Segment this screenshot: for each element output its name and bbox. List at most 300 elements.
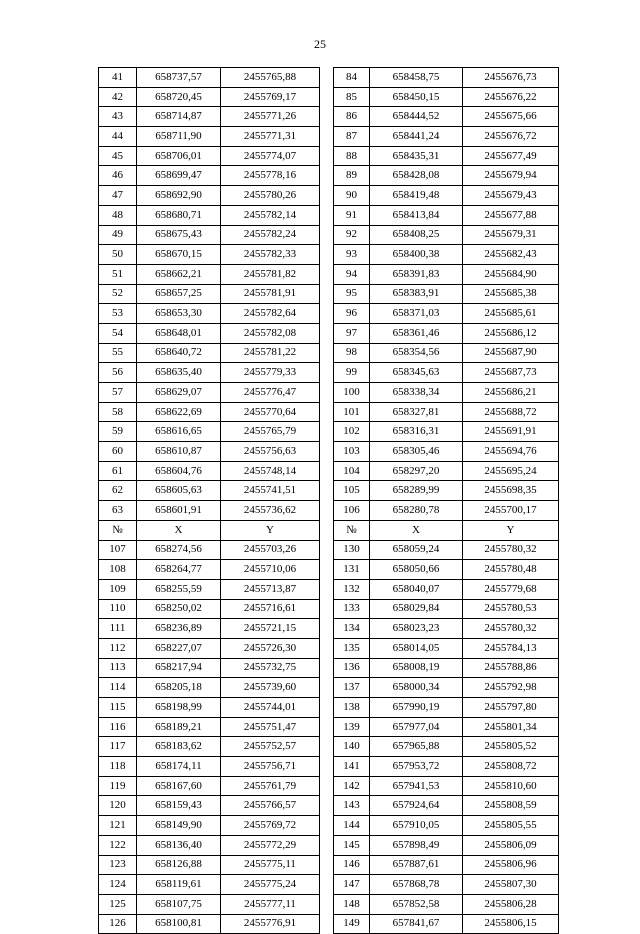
x-coordinate-cell: 658648,01 bbox=[137, 323, 221, 343]
y-coordinate-cell: 2455761,79 bbox=[221, 776, 320, 796]
table-row bbox=[99, 560, 559, 580]
point-number-cell: 97 bbox=[334, 323, 370, 343]
y-coordinate-cell: 2455686,12 bbox=[463, 323, 559, 343]
y-coordinate-cell: 2455677,88 bbox=[463, 205, 559, 225]
point-number-cell: 42 bbox=[99, 87, 137, 107]
column-gap bbox=[320, 107, 334, 127]
table-row bbox=[99, 87, 559, 107]
table-row bbox=[99, 875, 559, 895]
column-gap bbox=[320, 127, 334, 147]
column-gap bbox=[320, 481, 334, 501]
point-number-cell: 109 bbox=[99, 579, 137, 599]
y-coordinate-cell: 2455684,90 bbox=[463, 264, 559, 284]
x-coordinate-cell: 658183,62 bbox=[137, 737, 221, 757]
point-number-cell: 51 bbox=[99, 264, 137, 284]
point-number-cell: 84 bbox=[334, 68, 370, 88]
coordinates-table-body bbox=[99, 68, 559, 934]
x-coordinate-cell: 657977,04 bbox=[370, 717, 463, 737]
point-number-cell: 147 bbox=[334, 875, 370, 895]
point-number-cell: 50 bbox=[99, 245, 137, 265]
point-number-cell: 116 bbox=[99, 717, 137, 737]
x-coordinate-cell: 658345,63 bbox=[370, 363, 463, 383]
column-gap bbox=[320, 68, 334, 88]
x-coordinate-cell: 658274,56 bbox=[137, 540, 221, 560]
y-coordinate-cell: 2455765,88 bbox=[221, 68, 320, 88]
point-number-cell: 111 bbox=[99, 619, 137, 639]
x-coordinate-cell: 658635,40 bbox=[137, 363, 221, 383]
column-gap bbox=[320, 87, 334, 107]
coordinates-table bbox=[98, 67, 559, 934]
point-number-cell: 122 bbox=[99, 835, 137, 855]
x-coordinate-cell: 658692,90 bbox=[137, 186, 221, 206]
y-coordinate-cell: 2455772,29 bbox=[221, 835, 320, 855]
point-number-cell: 59 bbox=[99, 422, 137, 442]
y-coordinate-cell: 2455781,82 bbox=[221, 264, 320, 284]
table-row bbox=[99, 225, 559, 245]
point-number-cell: 130 bbox=[334, 540, 370, 560]
table-row bbox=[99, 343, 559, 363]
y-coordinate-cell: 2455781,22 bbox=[221, 343, 320, 363]
column-gap bbox=[320, 894, 334, 914]
y-coordinate-cell: 2455780,32 bbox=[463, 540, 559, 560]
y-coordinate-cell: 2455780,53 bbox=[463, 599, 559, 619]
column-gap bbox=[320, 205, 334, 225]
table-row bbox=[99, 166, 559, 186]
y-coordinate-cell: 2455716,61 bbox=[221, 599, 320, 619]
x-coordinate-cell: 658441,24 bbox=[370, 127, 463, 147]
point-number-cell: 119 bbox=[99, 776, 137, 796]
x-coordinate-cell: 658383,91 bbox=[370, 284, 463, 304]
y-coordinate-cell: 2455736,62 bbox=[221, 501, 320, 521]
x-coordinate-cell: 658305,46 bbox=[370, 442, 463, 462]
x-coordinate-cell: 658428,08 bbox=[370, 166, 463, 186]
column-gap bbox=[320, 757, 334, 777]
table-row bbox=[99, 717, 559, 737]
point-number-cell: 48 bbox=[99, 205, 137, 225]
x-coordinate-cell: 658059,24 bbox=[370, 540, 463, 560]
point-number-cell: 101 bbox=[334, 402, 370, 422]
point-number-cell: 120 bbox=[99, 796, 137, 816]
point-number-cell: 95 bbox=[334, 284, 370, 304]
y-coordinate-cell: 2455769,17 bbox=[221, 87, 320, 107]
y-coordinate-cell: 2455679,31 bbox=[463, 225, 559, 245]
y-coordinate-cell: 2455808,72 bbox=[463, 757, 559, 777]
y-coordinate-cell: 2455676,22 bbox=[463, 87, 559, 107]
table-row bbox=[99, 757, 559, 777]
x-header: X bbox=[370, 520, 463, 540]
column-gap bbox=[320, 520, 334, 540]
x-coordinate-cell: 658391,83 bbox=[370, 264, 463, 284]
point-number-cell: 135 bbox=[334, 638, 370, 658]
point-number-cell: 87 bbox=[334, 127, 370, 147]
column-gap bbox=[320, 383, 334, 403]
x-coordinate-cell: 657965,88 bbox=[370, 737, 463, 757]
y-coordinate-cell: 2455752,57 bbox=[221, 737, 320, 757]
x-coordinate-cell: 658159,43 bbox=[137, 796, 221, 816]
y-coordinate-cell: 2455682,43 bbox=[463, 245, 559, 265]
x-coordinate-cell: 658126,88 bbox=[137, 855, 221, 875]
x-coordinate-cell: 658255,59 bbox=[137, 579, 221, 599]
point-number-cell: 102 bbox=[334, 422, 370, 442]
point-number-cell: 43 bbox=[99, 107, 137, 127]
y-coordinate-cell: 2455780,48 bbox=[463, 560, 559, 580]
column-gap bbox=[320, 737, 334, 757]
y-coordinate-cell: 2455688,72 bbox=[463, 402, 559, 422]
y-coordinate-cell: 2455782,08 bbox=[221, 323, 320, 343]
column-gap bbox=[320, 678, 334, 698]
point-number-cell: 94 bbox=[334, 264, 370, 284]
table-row bbox=[99, 776, 559, 796]
y-coordinate-cell: 2455780,26 bbox=[221, 186, 320, 206]
table-row bbox=[99, 501, 559, 521]
x-coordinate-cell: 658371,03 bbox=[370, 304, 463, 324]
point-number-cell: 141 bbox=[334, 757, 370, 777]
y-coordinate-cell: 2455806,09 bbox=[463, 835, 559, 855]
column-gap bbox=[320, 835, 334, 855]
table-row bbox=[99, 205, 559, 225]
point-number-cell: 106 bbox=[334, 501, 370, 521]
table-row bbox=[99, 323, 559, 343]
point-number-cell: 60 bbox=[99, 442, 137, 462]
table-row bbox=[99, 68, 559, 88]
point-number-cell: 110 bbox=[99, 599, 137, 619]
x-coordinate-cell: 657990,19 bbox=[370, 698, 463, 718]
x-coordinate-cell: 658217,94 bbox=[137, 658, 221, 678]
column-gap bbox=[320, 225, 334, 245]
y-coordinate-cell: 2455774,07 bbox=[221, 146, 320, 166]
table-row bbox=[99, 304, 559, 324]
y-coordinate-cell: 2455777,11 bbox=[221, 894, 320, 914]
x-coordinate-cell: 658444,52 bbox=[370, 107, 463, 127]
x-coordinate-cell: 657941,53 bbox=[370, 776, 463, 796]
column-gap bbox=[320, 579, 334, 599]
table-row bbox=[99, 638, 559, 658]
y-header: Y bbox=[463, 520, 559, 540]
y-coordinate-cell: 2455739,60 bbox=[221, 678, 320, 698]
point-number-cell: 89 bbox=[334, 166, 370, 186]
point-number-cell: 91 bbox=[334, 205, 370, 225]
column-gap bbox=[320, 343, 334, 363]
table-row bbox=[99, 481, 559, 501]
point-number-cell: 57 bbox=[99, 383, 137, 403]
point-number-cell: 107 bbox=[99, 540, 137, 560]
y-coordinate-cell: 2455801,34 bbox=[463, 717, 559, 737]
x-coordinate-cell: 658699,47 bbox=[137, 166, 221, 186]
point-number-cell: 86 bbox=[334, 107, 370, 127]
x-coordinate-cell: 658107,75 bbox=[137, 894, 221, 914]
y-coordinate-cell: 2455675,66 bbox=[463, 107, 559, 127]
point-number-cell: 142 bbox=[334, 776, 370, 796]
table-row bbox=[99, 107, 559, 127]
y-coordinate-cell: 2455698,35 bbox=[463, 481, 559, 501]
column-gap bbox=[320, 284, 334, 304]
x-coordinate-cell: 658657,25 bbox=[137, 284, 221, 304]
column-gap bbox=[320, 796, 334, 816]
y-coordinate-cell: 2455694,76 bbox=[463, 442, 559, 462]
y-coordinate-cell: 2455775,24 bbox=[221, 875, 320, 895]
y-coordinate-cell: 2455770,64 bbox=[221, 402, 320, 422]
x-coordinate-cell: 657924,64 bbox=[370, 796, 463, 816]
x-coordinate-cell: 658720,45 bbox=[137, 87, 221, 107]
x-coordinate-cell: 658413,84 bbox=[370, 205, 463, 225]
table-row bbox=[99, 186, 559, 206]
column-gap bbox=[320, 264, 334, 284]
x-coordinate-cell: 658250,02 bbox=[137, 599, 221, 619]
x-coordinate-cell: 658706,01 bbox=[137, 146, 221, 166]
x-coordinate-cell: 658737,57 bbox=[137, 68, 221, 88]
y-coordinate-cell: 2455792,98 bbox=[463, 678, 559, 698]
x-coordinate-cell: 658354,56 bbox=[370, 343, 463, 363]
table-row bbox=[99, 540, 559, 560]
column-gap bbox=[320, 166, 334, 186]
point-number-cell: 56 bbox=[99, 363, 137, 383]
x-coordinate-cell: 658289,99 bbox=[370, 481, 463, 501]
point-number-cell: 41 bbox=[99, 68, 137, 88]
table-row bbox=[99, 127, 559, 147]
point-number-cell: 138 bbox=[334, 698, 370, 718]
column-gap bbox=[320, 599, 334, 619]
y-coordinate-cell: 2455721,15 bbox=[221, 619, 320, 639]
table-row bbox=[99, 442, 559, 462]
y-coordinate-cell: 2455810,60 bbox=[463, 776, 559, 796]
y-coordinate-cell: 2455726,30 bbox=[221, 638, 320, 658]
x-coordinate-cell: 658297,20 bbox=[370, 461, 463, 481]
table-row bbox=[99, 579, 559, 599]
point-number-cell: 99 bbox=[334, 363, 370, 383]
point-number-cell: 92 bbox=[334, 225, 370, 245]
y-coordinate-cell: 2455807,30 bbox=[463, 875, 559, 895]
x-coordinate-cell: 657887,61 bbox=[370, 855, 463, 875]
y-coordinate-cell: 2455776,91 bbox=[221, 914, 320, 934]
point-number-cell: 121 bbox=[99, 816, 137, 836]
point-number-cell: 131 bbox=[334, 560, 370, 580]
point-number-cell: 45 bbox=[99, 146, 137, 166]
x-coordinate-cell: 658419,48 bbox=[370, 186, 463, 206]
x-coordinate-cell: 658604,76 bbox=[137, 461, 221, 481]
column-gap bbox=[320, 245, 334, 265]
y-coordinate-cell: 2455806,28 bbox=[463, 894, 559, 914]
x-coordinate-cell: 658616,65 bbox=[137, 422, 221, 442]
x-coordinate-cell: 658622,69 bbox=[137, 402, 221, 422]
y-coordinate-cell: 2455784,13 bbox=[463, 638, 559, 658]
point-number-cell: 52 bbox=[99, 284, 137, 304]
y-coordinate-cell: 2455687,73 bbox=[463, 363, 559, 383]
x-coordinate-cell: 658008,19 bbox=[370, 658, 463, 678]
x-coordinate-cell: 657841,67 bbox=[370, 914, 463, 934]
column-gap bbox=[320, 560, 334, 580]
x-coordinate-cell: 658136,40 bbox=[137, 835, 221, 855]
y-coordinate-cell: 2455771,31 bbox=[221, 127, 320, 147]
point-number-cell: 123 bbox=[99, 855, 137, 875]
point-number-cell: 124 bbox=[99, 875, 137, 895]
y-coordinate-cell: 2455748,14 bbox=[221, 461, 320, 481]
point-number-cell: 47 bbox=[99, 186, 137, 206]
column-gap bbox=[320, 540, 334, 560]
x-coordinate-cell: 658280,78 bbox=[370, 501, 463, 521]
x-coordinate-cell: 657852,58 bbox=[370, 894, 463, 914]
table-row bbox=[99, 894, 559, 914]
x-coordinate-cell: 658458,75 bbox=[370, 68, 463, 88]
x-coordinate-cell: 657910,05 bbox=[370, 816, 463, 836]
point-number-cell: 117 bbox=[99, 737, 137, 757]
table-row bbox=[99, 816, 559, 836]
x-coordinate-cell: 658601,91 bbox=[137, 501, 221, 521]
point-number-cell: 134 bbox=[334, 619, 370, 639]
x-coordinate-cell: 658605,63 bbox=[137, 481, 221, 501]
x-coordinate-cell: 658714,87 bbox=[137, 107, 221, 127]
x-coordinate-cell: 658264,77 bbox=[137, 560, 221, 580]
y-coordinate-cell: 2455805,52 bbox=[463, 737, 559, 757]
table-row bbox=[99, 146, 559, 166]
x-coordinate-cell: 658435,31 bbox=[370, 146, 463, 166]
x-coordinate-cell: 658711,90 bbox=[137, 127, 221, 147]
y-coordinate-cell: 2455776,47 bbox=[221, 383, 320, 403]
x-coordinate-cell: 658400,38 bbox=[370, 245, 463, 265]
x-coordinate-cell: 658670,15 bbox=[137, 245, 221, 265]
x-coordinate-cell: 658050,66 bbox=[370, 560, 463, 580]
point-number-cell: 146 bbox=[334, 855, 370, 875]
page-number: 25 bbox=[314, 37, 326, 51]
column-gap bbox=[320, 914, 334, 934]
x-coordinate-cell: 658408,25 bbox=[370, 225, 463, 245]
point-number-cell: 105 bbox=[334, 481, 370, 501]
point-number-cell: 53 bbox=[99, 304, 137, 324]
y-coordinate-cell: 2455741,51 bbox=[221, 481, 320, 501]
point-number-cell: 104 bbox=[334, 461, 370, 481]
column-gap bbox=[320, 855, 334, 875]
table-header-row bbox=[99, 520, 559, 540]
y-header: Y bbox=[221, 520, 320, 540]
column-gap bbox=[320, 402, 334, 422]
number-header: № bbox=[334, 520, 370, 540]
column-gap bbox=[320, 304, 334, 324]
column-gap bbox=[320, 619, 334, 639]
x-coordinate-cell: 657898,49 bbox=[370, 835, 463, 855]
point-number-cell: 98 bbox=[334, 343, 370, 363]
coordinates-table-container bbox=[98, 67, 558, 934]
x-coordinate-cell: 658119,61 bbox=[137, 875, 221, 895]
x-coordinate-cell: 658029,84 bbox=[370, 599, 463, 619]
y-coordinate-cell: 2455765,79 bbox=[221, 422, 320, 442]
table-row bbox=[99, 264, 559, 284]
y-coordinate-cell: 2455710,06 bbox=[221, 560, 320, 580]
point-number-cell: 93 bbox=[334, 245, 370, 265]
x-coordinate-cell: 658149,90 bbox=[137, 816, 221, 836]
y-coordinate-cell: 2455687,90 bbox=[463, 343, 559, 363]
column-gap bbox=[320, 186, 334, 206]
table-row bbox=[99, 383, 559, 403]
point-number-cell: 132 bbox=[334, 579, 370, 599]
y-coordinate-cell: 2455691,91 bbox=[463, 422, 559, 442]
y-coordinate-cell: 2455679,43 bbox=[463, 186, 559, 206]
point-number-cell: 145 bbox=[334, 835, 370, 855]
y-coordinate-cell: 2455677,49 bbox=[463, 146, 559, 166]
y-coordinate-cell: 2455797,80 bbox=[463, 698, 559, 718]
y-coordinate-cell: 2455744,01 bbox=[221, 698, 320, 718]
number-header: № bbox=[99, 520, 137, 540]
y-coordinate-cell: 2455782,14 bbox=[221, 205, 320, 225]
y-coordinate-cell: 2455788,86 bbox=[463, 658, 559, 678]
point-number-cell: 148 bbox=[334, 894, 370, 914]
table-row bbox=[99, 658, 559, 678]
point-number-cell: 114 bbox=[99, 678, 137, 698]
table-row bbox=[99, 422, 559, 442]
point-number-cell: 62 bbox=[99, 481, 137, 501]
y-coordinate-cell: 2455769,72 bbox=[221, 816, 320, 836]
x-coordinate-cell: 658174,11 bbox=[137, 757, 221, 777]
y-coordinate-cell: 2455778,16 bbox=[221, 166, 320, 186]
table-row bbox=[99, 402, 559, 422]
x-coordinate-cell: 658338,34 bbox=[370, 383, 463, 403]
point-number-cell: 100 bbox=[334, 383, 370, 403]
y-coordinate-cell: 2455695,24 bbox=[463, 461, 559, 481]
x-coordinate-cell: 658000,34 bbox=[370, 678, 463, 698]
y-coordinate-cell: 2455713,87 bbox=[221, 579, 320, 599]
y-coordinate-cell: 2455732,75 bbox=[221, 658, 320, 678]
x-coordinate-cell: 658327,81 bbox=[370, 402, 463, 422]
table-row bbox=[99, 461, 559, 481]
y-coordinate-cell: 2455806,96 bbox=[463, 855, 559, 875]
point-number-cell: 44 bbox=[99, 127, 137, 147]
x-coordinate-cell: 658675,43 bbox=[137, 225, 221, 245]
y-coordinate-cell: 2455686,21 bbox=[463, 383, 559, 403]
point-number-cell: 49 bbox=[99, 225, 137, 245]
column-gap bbox=[320, 658, 334, 678]
column-gap bbox=[320, 776, 334, 796]
x-coordinate-cell: 658450,15 bbox=[370, 87, 463, 107]
point-number-cell: 113 bbox=[99, 658, 137, 678]
point-number-cell: 112 bbox=[99, 638, 137, 658]
point-number-cell: 137 bbox=[334, 678, 370, 698]
y-coordinate-cell: 2455685,38 bbox=[463, 284, 559, 304]
y-coordinate-cell: 2455756,63 bbox=[221, 442, 320, 462]
column-gap bbox=[320, 717, 334, 737]
x-coordinate-cell: 658014,05 bbox=[370, 638, 463, 658]
x-coordinate-cell: 658167,60 bbox=[137, 776, 221, 796]
column-gap bbox=[320, 698, 334, 718]
y-coordinate-cell: 2455700,17 bbox=[463, 501, 559, 521]
table-row bbox=[99, 835, 559, 855]
table-row bbox=[99, 698, 559, 718]
point-number-cell: 126 bbox=[99, 914, 137, 934]
point-number-cell: 125 bbox=[99, 894, 137, 914]
x-coordinate-cell: 658205,18 bbox=[137, 678, 221, 698]
y-coordinate-cell: 2455775,11 bbox=[221, 855, 320, 875]
x-coordinate-cell: 658662,21 bbox=[137, 264, 221, 284]
y-coordinate-cell: 2455806,15 bbox=[463, 914, 559, 934]
x-coordinate-cell: 658189,21 bbox=[137, 717, 221, 737]
point-number-cell: 85 bbox=[334, 87, 370, 107]
x-coordinate-cell: 658100,81 bbox=[137, 914, 221, 934]
x-coordinate-cell: 658629,07 bbox=[137, 383, 221, 403]
table-row bbox=[99, 796, 559, 816]
table-row bbox=[99, 914, 559, 934]
x-header: X bbox=[137, 520, 221, 540]
column-gap bbox=[320, 461, 334, 481]
column-gap bbox=[320, 146, 334, 166]
table-row bbox=[99, 245, 559, 265]
y-coordinate-cell: 2455782,24 bbox=[221, 225, 320, 245]
x-coordinate-cell: 657868,78 bbox=[370, 875, 463, 895]
y-coordinate-cell: 2455808,59 bbox=[463, 796, 559, 816]
point-number-cell: 118 bbox=[99, 757, 137, 777]
x-coordinate-cell: 658236,89 bbox=[137, 619, 221, 639]
x-coordinate-cell: 658040,07 bbox=[370, 579, 463, 599]
point-number-cell: 149 bbox=[334, 914, 370, 934]
point-number-cell: 96 bbox=[334, 304, 370, 324]
column-gap bbox=[320, 501, 334, 521]
point-number-cell: 115 bbox=[99, 698, 137, 718]
